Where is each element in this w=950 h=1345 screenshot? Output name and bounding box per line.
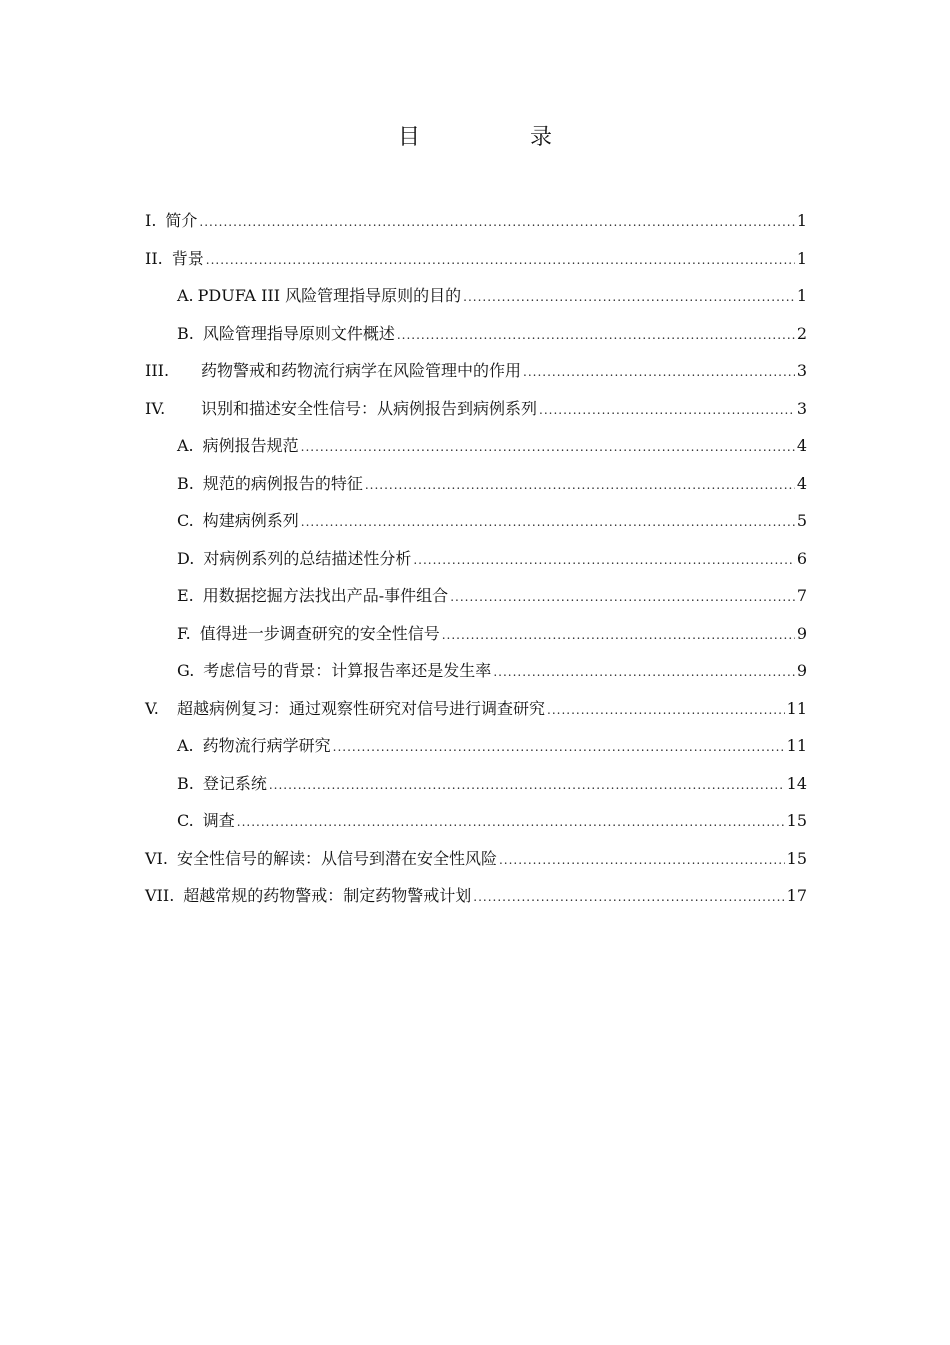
dot-leader bbox=[269, 767, 785, 805]
toc-entry-6[interactable] bbox=[145, 840, 807, 878]
toc-title: 药物警戒和药物流行病学在风险管理中的作用 bbox=[201, 361, 522, 380]
toc-page-number: 11 bbox=[786, 736, 807, 755]
dot-leader bbox=[493, 654, 795, 692]
toc-page-number: 1 bbox=[796, 248, 807, 268]
toc-number: I. bbox=[145, 211, 157, 230]
toc-title: PDUFA III 风险管理指导原则的目的 bbox=[197, 286, 462, 305]
toc-entry-4b[interactable] bbox=[145, 465, 807, 503]
toc-number: D. bbox=[177, 548, 195, 568]
toc-title: 安全性信号的解读：从信号到潜在安全性风险 bbox=[176, 848, 497, 868]
toc-page-number: 5 bbox=[796, 511, 807, 530]
toc-page-number: 3 bbox=[796, 361, 807, 380]
toc-title: 调查 bbox=[202, 811, 235, 830]
toc-number: F. bbox=[177, 623, 191, 643]
toc-title: 值得进一步调查研究的安全性信号 bbox=[199, 623, 440, 643]
dot-leader bbox=[206, 242, 795, 280]
toc-page-number: 15 bbox=[786, 848, 807, 868]
toc-entry-2a[interactable] bbox=[145, 277, 807, 315]
toc-number: A. bbox=[177, 436, 194, 455]
toc-title: 药物流行病学研究 bbox=[202, 736, 331, 755]
toc-title: 超越病例复习：通过观察性研究对信号进行调查研究 bbox=[177, 698, 546, 718]
toc-entry-5b[interactable] bbox=[145, 765, 807, 803]
toc-number: A. bbox=[177, 286, 194, 305]
dot-leader bbox=[539, 392, 795, 430]
toc-page-number: 1 bbox=[796, 286, 807, 305]
toc-entry-7[interactable] bbox=[145, 877, 807, 915]
toc-page-number: 15 bbox=[786, 811, 807, 830]
toc-entry-1[interactable] bbox=[145, 202, 807, 240]
toc-title: 考虑信号的背景：计算报告率还是发生率 bbox=[203, 661, 492, 680]
toc-title: 用数据挖掘方法找出产品-事件组合 bbox=[202, 586, 449, 605]
toc-number: IV. bbox=[145, 398, 166, 418]
page-title: 目 录 bbox=[397, 125, 596, 150]
toc-number: B. bbox=[177, 473, 194, 493]
toc-entry-5a[interactable] bbox=[145, 727, 807, 765]
toc-page-number: 3 bbox=[796, 398, 807, 418]
dot-leader bbox=[499, 842, 785, 880]
dot-leader bbox=[523, 354, 795, 392]
toc-title: 对病例系列的总结描述性分析 bbox=[203, 548, 412, 568]
toc-page-number: 4 bbox=[796, 473, 807, 493]
toc-entry-4c[interactable] bbox=[145, 502, 807, 540]
toc-page-number: 11 bbox=[786, 698, 807, 718]
toc-entry-4d[interactable] bbox=[145, 540, 807, 578]
toc-entry-5c[interactable] bbox=[145, 802, 807, 840]
toc-page-number: 1 bbox=[796, 211, 807, 230]
toc-number: A. bbox=[177, 736, 194, 755]
toc-entry-4e[interactable] bbox=[145, 577, 807, 615]
toc-number: C. bbox=[177, 811, 194, 830]
toc-number: E. bbox=[177, 586, 194, 605]
toc-title: 登记系统 bbox=[202, 773, 267, 793]
table-of-contents bbox=[145, 202, 807, 915]
toc-title: 规范的病例报告的特征 bbox=[202, 473, 363, 493]
toc-title: 背景 bbox=[171, 248, 204, 268]
toc-page-number: 7 bbox=[796, 586, 807, 605]
toc-entry-4g[interactable] bbox=[145, 652, 807, 690]
toc-title: 识别和描述安全性信号：从病例报告到病例系列 bbox=[201, 398, 538, 418]
toc-page-number: 9 bbox=[796, 661, 807, 680]
toc-number: VI. bbox=[145, 848, 168, 868]
toc-number: II. bbox=[145, 248, 163, 268]
toc-number: VII. bbox=[145, 886, 175, 905]
toc-entry-4a[interactable] bbox=[145, 427, 807, 465]
dot-leader bbox=[199, 204, 794, 242]
dot-leader bbox=[473, 879, 784, 917]
toc-title: 病例报告规范 bbox=[202, 436, 299, 455]
toc-entry-5[interactable] bbox=[145, 690, 807, 728]
toc-number: C. bbox=[177, 511, 194, 530]
dot-leader bbox=[547, 692, 785, 730]
toc-entry-4[interactable] bbox=[145, 390, 807, 428]
toc-entry-2[interactable] bbox=[145, 240, 807, 278]
toc-entry-3[interactable] bbox=[145, 352, 807, 390]
dot-leader bbox=[397, 317, 795, 355]
toc-number: III. bbox=[145, 361, 170, 380]
dot-leader bbox=[442, 617, 795, 655]
toc-entry-4f[interactable] bbox=[145, 615, 807, 653]
toc-page-number: 14 bbox=[786, 773, 807, 793]
toc-title: 简介 bbox=[165, 211, 198, 230]
toc-page-number: 4 bbox=[796, 436, 807, 455]
dot-leader bbox=[301, 504, 795, 542]
toc-page-number: 6 bbox=[796, 548, 807, 568]
dot-leader bbox=[413, 542, 794, 580]
dot-leader bbox=[450, 579, 795, 617]
dot-leader bbox=[237, 804, 785, 842]
toc-number: G. bbox=[177, 661, 195, 680]
toc-number: B. bbox=[177, 773, 194, 793]
dot-leader bbox=[365, 467, 795, 505]
dot-leader bbox=[301, 429, 795, 467]
toc-entry-2b[interactable] bbox=[145, 315, 807, 353]
toc-number: V. bbox=[145, 698, 159, 718]
toc-title: 风险管理指导原则文件概述 bbox=[202, 323, 395, 343]
toc-page-number: 9 bbox=[796, 623, 807, 643]
toc-page-number: 2 bbox=[796, 323, 807, 343]
toc-page-number: 17 bbox=[786, 886, 807, 905]
toc-title: 超越常规的药物警戒：制定药物警戒计划 bbox=[183, 886, 472, 905]
toc-title: 构建病例系列 bbox=[202, 511, 299, 530]
dot-leader bbox=[463, 279, 795, 317]
dot-leader bbox=[333, 729, 785, 767]
toc-number: B. bbox=[177, 323, 194, 343]
